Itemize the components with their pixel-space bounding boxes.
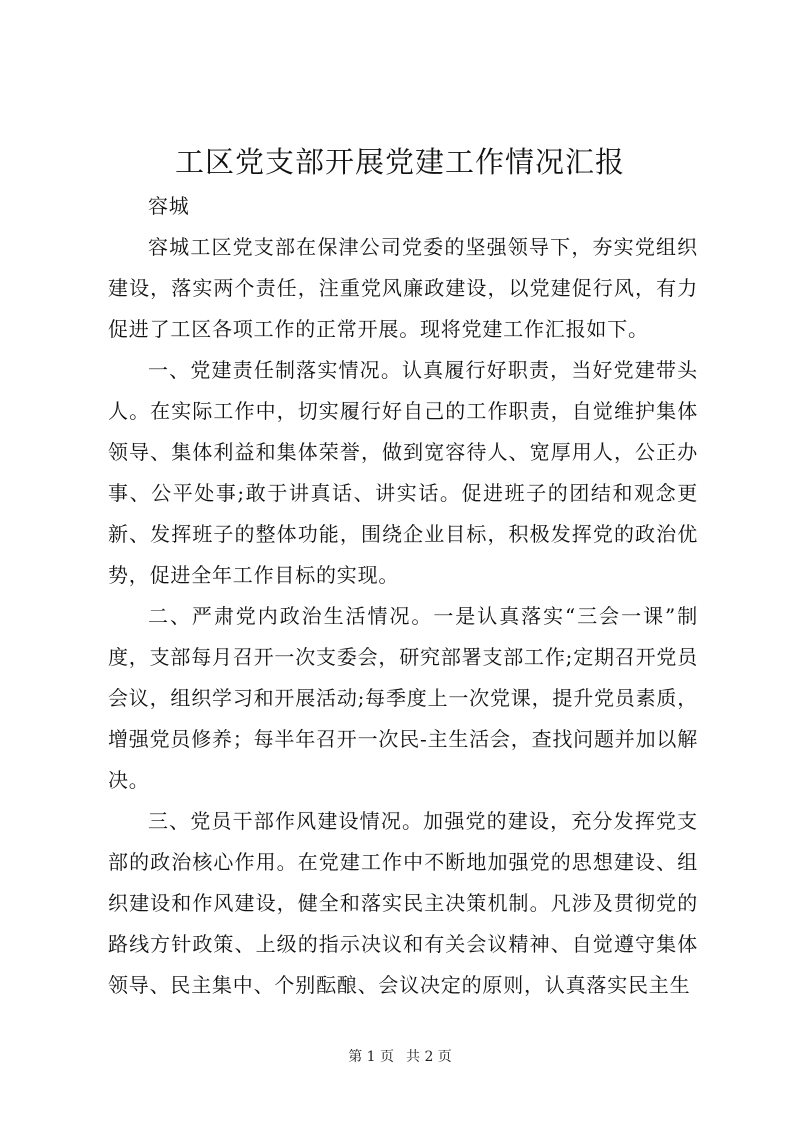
page-total: 共 2 页	[406, 1049, 452, 1065]
paragraph-section-3: 三、党员干部作风建设情况。加强党的建设，充分发挥党支部的政治核心作用。在党建工作中不断地加强党的思想建设、组织建设和作风建设，健全和落实民主决策机制。凡涉及贯彻党的路线方针政策、上级的指示决议和有关会议精神、自觉遵守集体领导、民主集中、个别酝酿、会议决定的原则，认真落实民主生	[108, 809, 698, 997]
author-line: 容城	[148, 194, 190, 218]
page-number: 第 1 页	[348, 1049, 394, 1065]
paragraph-section-2: 二、严肃党内政治生活情况。一是认真落实“三会一课”制度，支部每月召开一次支委会，研究部署支部工作;定期召开党员会议，组织学习和开展活动;每季度上一次党课，提升党员素质，增强党员修养；每半年召开一次民-主生活会，查找问题并加以解决。	[108, 604, 698, 792]
document-body	[108, 186, 698, 1006]
paragraph-section-1: 一、党建责任制落实情况。认真履行好职责，当好党建带头人。在实际工作中，切实履行好自己的工作职责，自觉维护集体领导、集体利益和集体荣誉，做到宽容待人、宽厚用人，公正办事、公平处事;敢于讲真话、讲实话。促进班子的团结和观念更新、发挥班子的整体功能，围绕企业目标，积极发挥党的政治优势，促进全年工作目标的实现。	[108, 358, 698, 587]
document-title: 工区党支部开展党建工作情况汇报	[174, 145, 625, 179]
page-footer	[0, 1047, 800, 1067]
paragraph-intro: 容城工区党支部在保津公司党委的坚强领导下，夯实党组织建设，落实两个责任，注重党风廉政建设，以党建促行风，有力促进了工区各项工作的正常开展。现将党建工作汇报如下。	[108, 235, 698, 341]
